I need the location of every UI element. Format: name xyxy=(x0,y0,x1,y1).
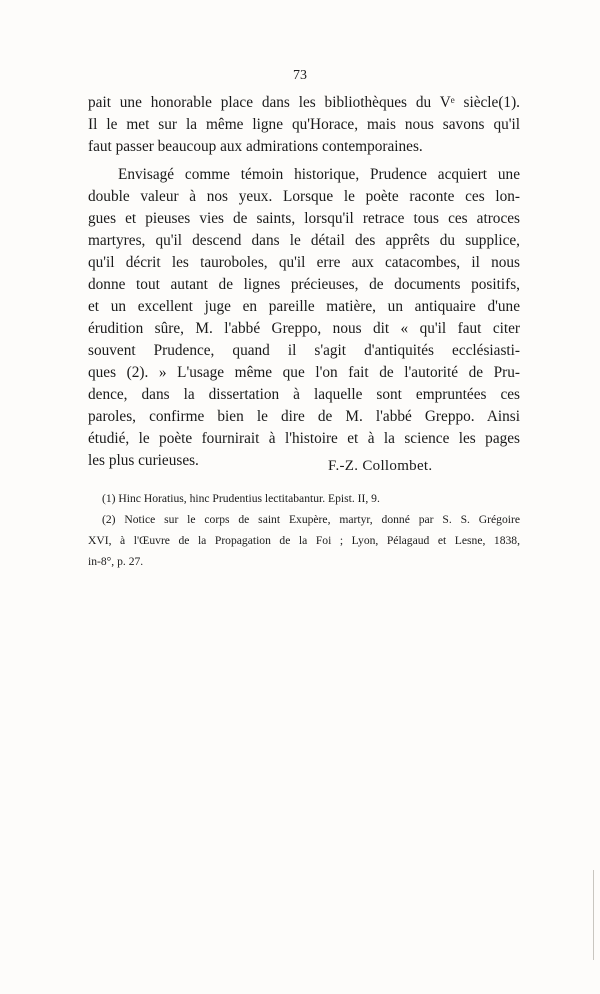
text-line: et un excellent juge en pareille matière, un antiquaire d'une xyxy=(88,298,520,315)
footnote-2-line: (2) Notice sur le corps de saint Exupère, martyr, donné par S. S. Grégoire xyxy=(102,513,520,526)
text-line: dence, dans la dissertation à laquelle sont empruntées ces xyxy=(88,386,520,403)
paragraph-prudence-witness xyxy=(88,164,520,472)
text-line: paroles, confirme bien le dire de M. l'abbé Greppo. Ainsi xyxy=(88,408,520,425)
page-edge-mark xyxy=(593,870,594,960)
paragraph-continuation xyxy=(88,92,520,158)
text-line: les plus curieuses. xyxy=(88,452,199,469)
text-line: double valeur à nos yeux. Lorsque le poète raconte ces lon- xyxy=(88,188,520,205)
text-line: érudition sûre, M. l'abbé Greppo, nous dit « qu'il faut citer xyxy=(88,320,520,337)
text-line: qu'il décrit les tauroboles, qu'il erre aux catacombes, il nous xyxy=(88,254,520,271)
footnotes xyxy=(88,488,520,572)
text-line: martyres, qu'il descend dans le détail des apprêts du supplice, xyxy=(88,232,520,249)
text-line: étudié, le poète fournirait à l'histoire et à la science les pages xyxy=(88,430,520,447)
text-line: souvent Prudence, quand il s'agit d'antiquités ecclésiasti- xyxy=(88,342,520,359)
text-line: Envisagé comme témoin historique, Prudence acquiert une xyxy=(118,166,520,183)
footnote-2-line: in-8°, p. 27. xyxy=(88,555,144,568)
text-line: pait une honorable place dans les bibliothèques du Vᵉ siècle(1). xyxy=(88,94,520,111)
text-line: gues et pieuses vies de saints, lorsqu'il retrace tous ces atroces xyxy=(88,210,520,227)
page-number: 73 xyxy=(293,68,307,83)
text-line: Il le met sur la même ligne qu'Horace, mais nous savons qu'il xyxy=(88,116,520,133)
footnote-2-line: XVI, à l'Œuvre de la Propagation de la Foi ; Lyon, Pélagaud et Lesne, 1838, xyxy=(88,534,520,547)
body-text xyxy=(88,92,520,472)
text-line: ques (2). » L'usage même que l'on fait de l'autorité de Pru- xyxy=(88,364,520,381)
footnote-1: (1) Hinc Horatius, hinc Prudentius lectitabantur. Epist. II, 9. xyxy=(102,492,380,505)
text-line: faut passer beaucoup aux admirations contemporaines. xyxy=(88,138,423,155)
author-signature: F.-Z. Collombet. xyxy=(328,458,433,474)
text-line: donne tout autant de lignes précieuses, de documents positifs, xyxy=(88,276,520,293)
